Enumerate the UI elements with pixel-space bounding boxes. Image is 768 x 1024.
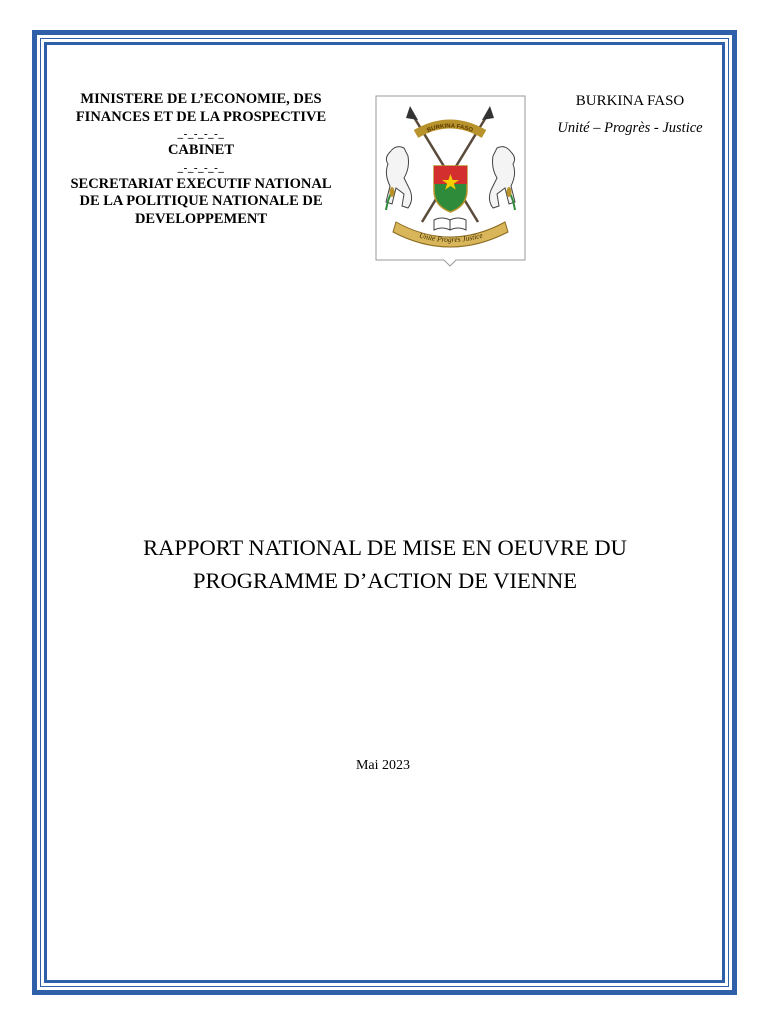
secretariat-line2: DE LA POLITIQUE NATIONALE DE (79, 193, 323, 209)
title-line2: PROGRAMME D’ACTION DE VIENNE (193, 568, 577, 593)
cabinet-label: CABINET (167, 142, 235, 158)
document-title (70, 531, 700, 597)
country-name: BURKINA FASO (575, 93, 685, 109)
emblem-banner-text: BURKINA FASO (426, 123, 474, 134)
ministry-name-line1: MINISTERE DE L’ECONOMIE, DES (80, 91, 322, 107)
ministry-name-line2: FINANCES ET DE LA PROSPECTIVE (75, 108, 327, 125)
document-date: Mai 2023 (355, 758, 411, 773)
national-motto: Unité – Progrès - Justice (557, 120, 703, 136)
ministry-header (60, 91, 342, 228)
secretariat-line3: DEVELOPPEMENT (134, 210, 268, 227)
title-line1: RAPPORT NATIONAL DE MISE EN OEUVRE DU (143, 535, 627, 560)
emblem-ribbon-text: Unité Progrès Justice (418, 230, 484, 245)
coat-of-arms-icon (374, 94, 527, 268)
separator-1: _-_-_-_-_ (177, 128, 225, 140)
country-header (545, 92, 715, 137)
secretariat-line1: SECRETARIAT EXECUTIF NATIONAL (70, 175, 332, 192)
separator-2: _-_-_-_-_ (177, 161, 225, 174)
